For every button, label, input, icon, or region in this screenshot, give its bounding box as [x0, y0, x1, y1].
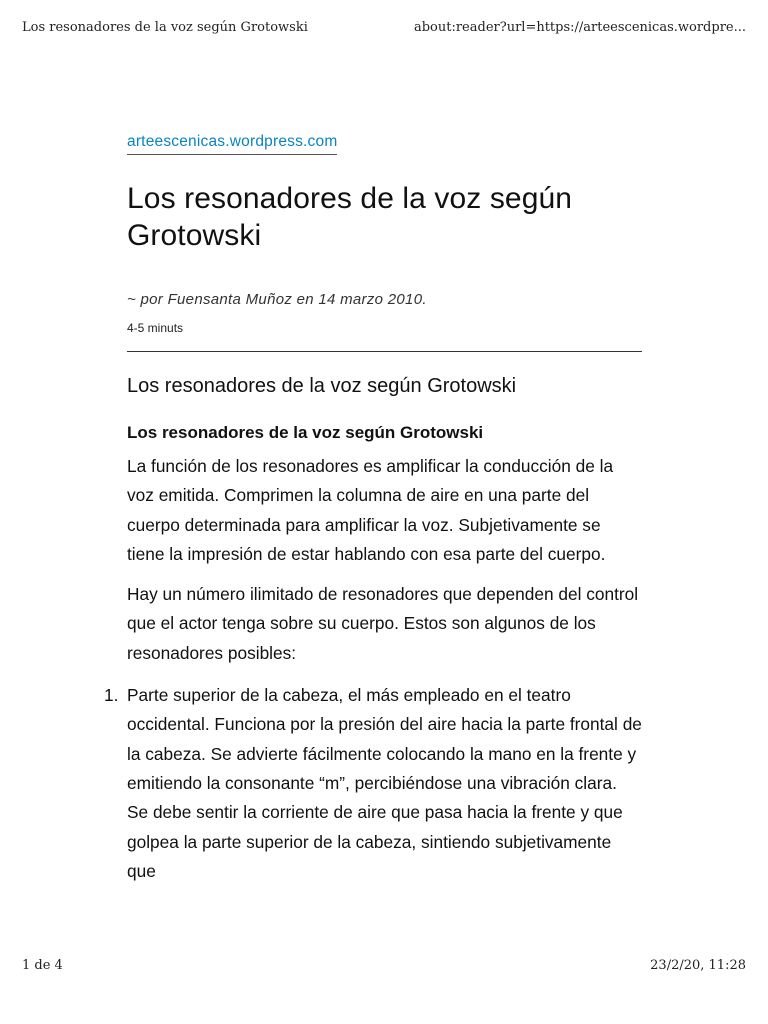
print-header-title: Los resonadores de la voz según Grotowski — [22, 20, 308, 35]
list-item-text: Parte superior de la cabeza, el más empleado en el teatro occidental. Funciona por la presión del aire hacia la parte frontal de la cabeza. Se advierte fácilmente colocando la mano en la frente y emitiendo la consonante “m”, percibiéndose una vibración clara. Se debe sentir la corriente de aire que pasa hacia la frente y que golpea la parte superior de la cabeza, sintiendo subjetivamente que — [127, 685, 642, 881]
paragraph-1: La función de los resonadores es amplificar la conducción de la voz emitida. Comprimen la columna de aire en una parte del cuerpo determinada para amplificar la voz. Subjetivamente se tiene la impresión de estar hablando con esa parte del cuerpo. — [127, 456, 614, 564]
print-header — [22, 20, 746, 40]
paragraph-2: Hay un número ilimitado de resonadores que dependen del control que el actor tenga sobre su cuerpo. Estos son algunos de los resonadores posibles: — [127, 584, 639, 663]
list-item — [104, 681, 642, 886]
list-item-number: 1. — [104, 685, 119, 706]
article-byline: ~ por Fuensanta Muñoz en 14 marzo 2010. — [127, 291, 427, 308]
source-domain-link[interactable]: arteescenicas.wordpress.com — [127, 133, 337, 155]
reader-article — [104, 133, 642, 886]
section-subheading: Los resonadores de la voz según Grotowski — [127, 423, 484, 442]
resonators-list — [104, 681, 642, 886]
print-header-url: about:reader?url=https://arteescenicas.wordpre... — [413, 20, 746, 35]
print-datetime: 23/2/20, 11:28 — [650, 958, 746, 973]
reading-time: 4-5 minuts — [127, 321, 184, 335]
header-divider — [127, 351, 642, 352]
section-heading: Los resonadores de la voz según Grotowski — [127, 375, 517, 397]
print-footer — [22, 958, 746, 978]
article-title: Los resonadores de la voz según Grotowski — [127, 182, 573, 252]
page-number: 1 de 4 — [22, 958, 63, 973]
